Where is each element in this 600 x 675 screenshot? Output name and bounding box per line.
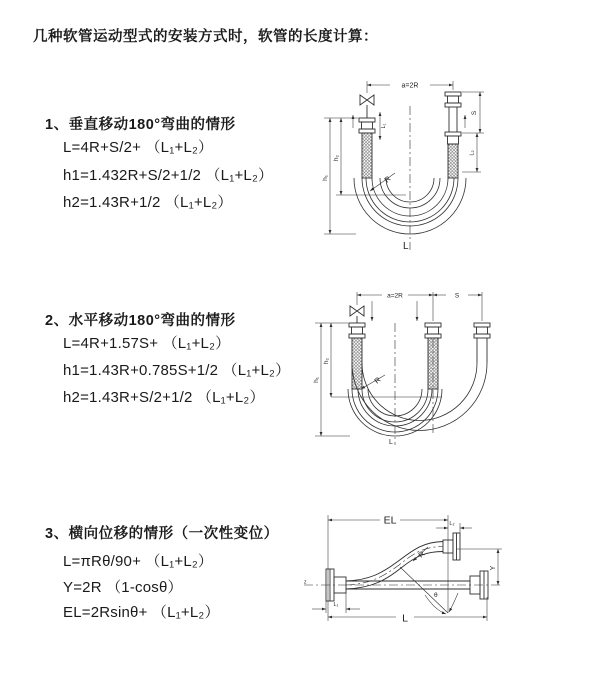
dim-label-s: S	[454, 292, 460, 300]
section2-formula-h2: h2=1.43R+S/2+1/2 （L₁+L₂）	[63, 389, 265, 406]
dim-label-h2: h₂	[333, 154, 340, 162]
length-label: L	[402, 612, 408, 625]
middle-flange	[425, 323, 441, 338]
dim-label-h2: h₂	[323, 357, 330, 365]
angle-label: θ	[434, 592, 438, 599]
dim-label-l2: L₂	[449, 521, 455, 527]
upper-right-flange	[443, 533, 460, 560]
left-flange	[349, 323, 365, 338]
valve-icon	[360, 95, 374, 118]
dim-label-a2r: a=2R	[387, 292, 403, 300]
left-braided-hose	[362, 133, 372, 178]
section1-formula-h2: h2=1.43R+1/2 （L₁+L₂）	[63, 194, 233, 211]
dim-label-y: Y	[490, 565, 497, 571]
left-flange	[359, 118, 375, 133]
section1-heading: 1、垂直移动180°弯曲的情形	[45, 117, 236, 133]
diagram-vertical-180-bend	[310, 70, 590, 260]
section1-formula-L: L=4R+S/2+ （L₁+L₂）	[63, 139, 214, 156]
diagram-lateral-displacement	[300, 505, 600, 655]
section3-heading: 3、横向位移的情形（一次性变位）	[45, 526, 279, 542]
hose-assembly	[354, 92, 466, 250]
hose-assembly	[348, 306, 490, 445]
dimensions	[312, 515, 502, 621]
section1-formula-h1: h1=1.432R+S/2+1/2 （L₁+L₂）	[63, 167, 274, 184]
middle-braided-hose	[428, 338, 438, 389]
length-label: L	[403, 241, 409, 252]
radius-label: R	[416, 549, 427, 560]
dimensions	[324, 81, 484, 234]
dim-label-l2: L₂	[469, 150, 476, 156]
valve-icon	[350, 306, 364, 323]
section2-formula-L: L=4R+1.57S+ （L₁+L₂）	[63, 335, 231, 352]
dim-label-el: EL	[383, 514, 397, 527]
dim-label-l1: L₁	[381, 123, 387, 129]
right-flange	[474, 323, 490, 338]
dim-label-h1: h₁	[313, 377, 320, 383]
dim-label-l1: L₁	[333, 602, 339, 608]
hose-assembly	[304, 533, 500, 613]
radius-label: R	[382, 174, 393, 185]
length-label: L	[389, 439, 393, 446]
centerline-mark: z	[304, 579, 307, 586]
section3-formula-Y: Y=2R （1-cosθ）	[63, 579, 183, 596]
diagram3-svg	[300, 505, 600, 655]
diagram2-svg	[308, 283, 600, 455]
dimensions	[315, 292, 482, 436]
radius-line	[400, 567, 448, 613]
s-curve-hose	[346, 542, 443, 590]
diagram3-labels	[304, 515, 497, 625]
diagram1-svg	[310, 70, 590, 260]
right-flange-upper	[445, 92, 461, 107]
dim-label-h1: h₁	[322, 175, 329, 181]
radius-label: R	[372, 375, 383, 386]
section3-formula-L: L=πRθ/90+ （L₁+L₂）	[63, 553, 214, 570]
page-title: 几种软管运动型式的安装方式时，软管的长度计算：	[33, 29, 378, 45]
left-braided-hose	[352, 338, 362, 389]
section2-heading: 2、水平移动180°弯曲的情形	[45, 313, 236, 329]
dim-label-a2r: a=2R	[401, 82, 419, 90]
diagram-horizontal-180-bend	[308, 283, 600, 455]
section2-formula-h1: h1=1.43R+0.785S+1/2 （L₁+L₂）	[63, 362, 291, 379]
dim-label-s: S	[471, 110, 478, 116]
right-flange-lower	[445, 132, 461, 144]
section3-formula-EL: EL=2Rsinθ+ （L₁+L₂）	[63, 604, 220, 621]
right-braided-hose	[448, 144, 458, 178]
